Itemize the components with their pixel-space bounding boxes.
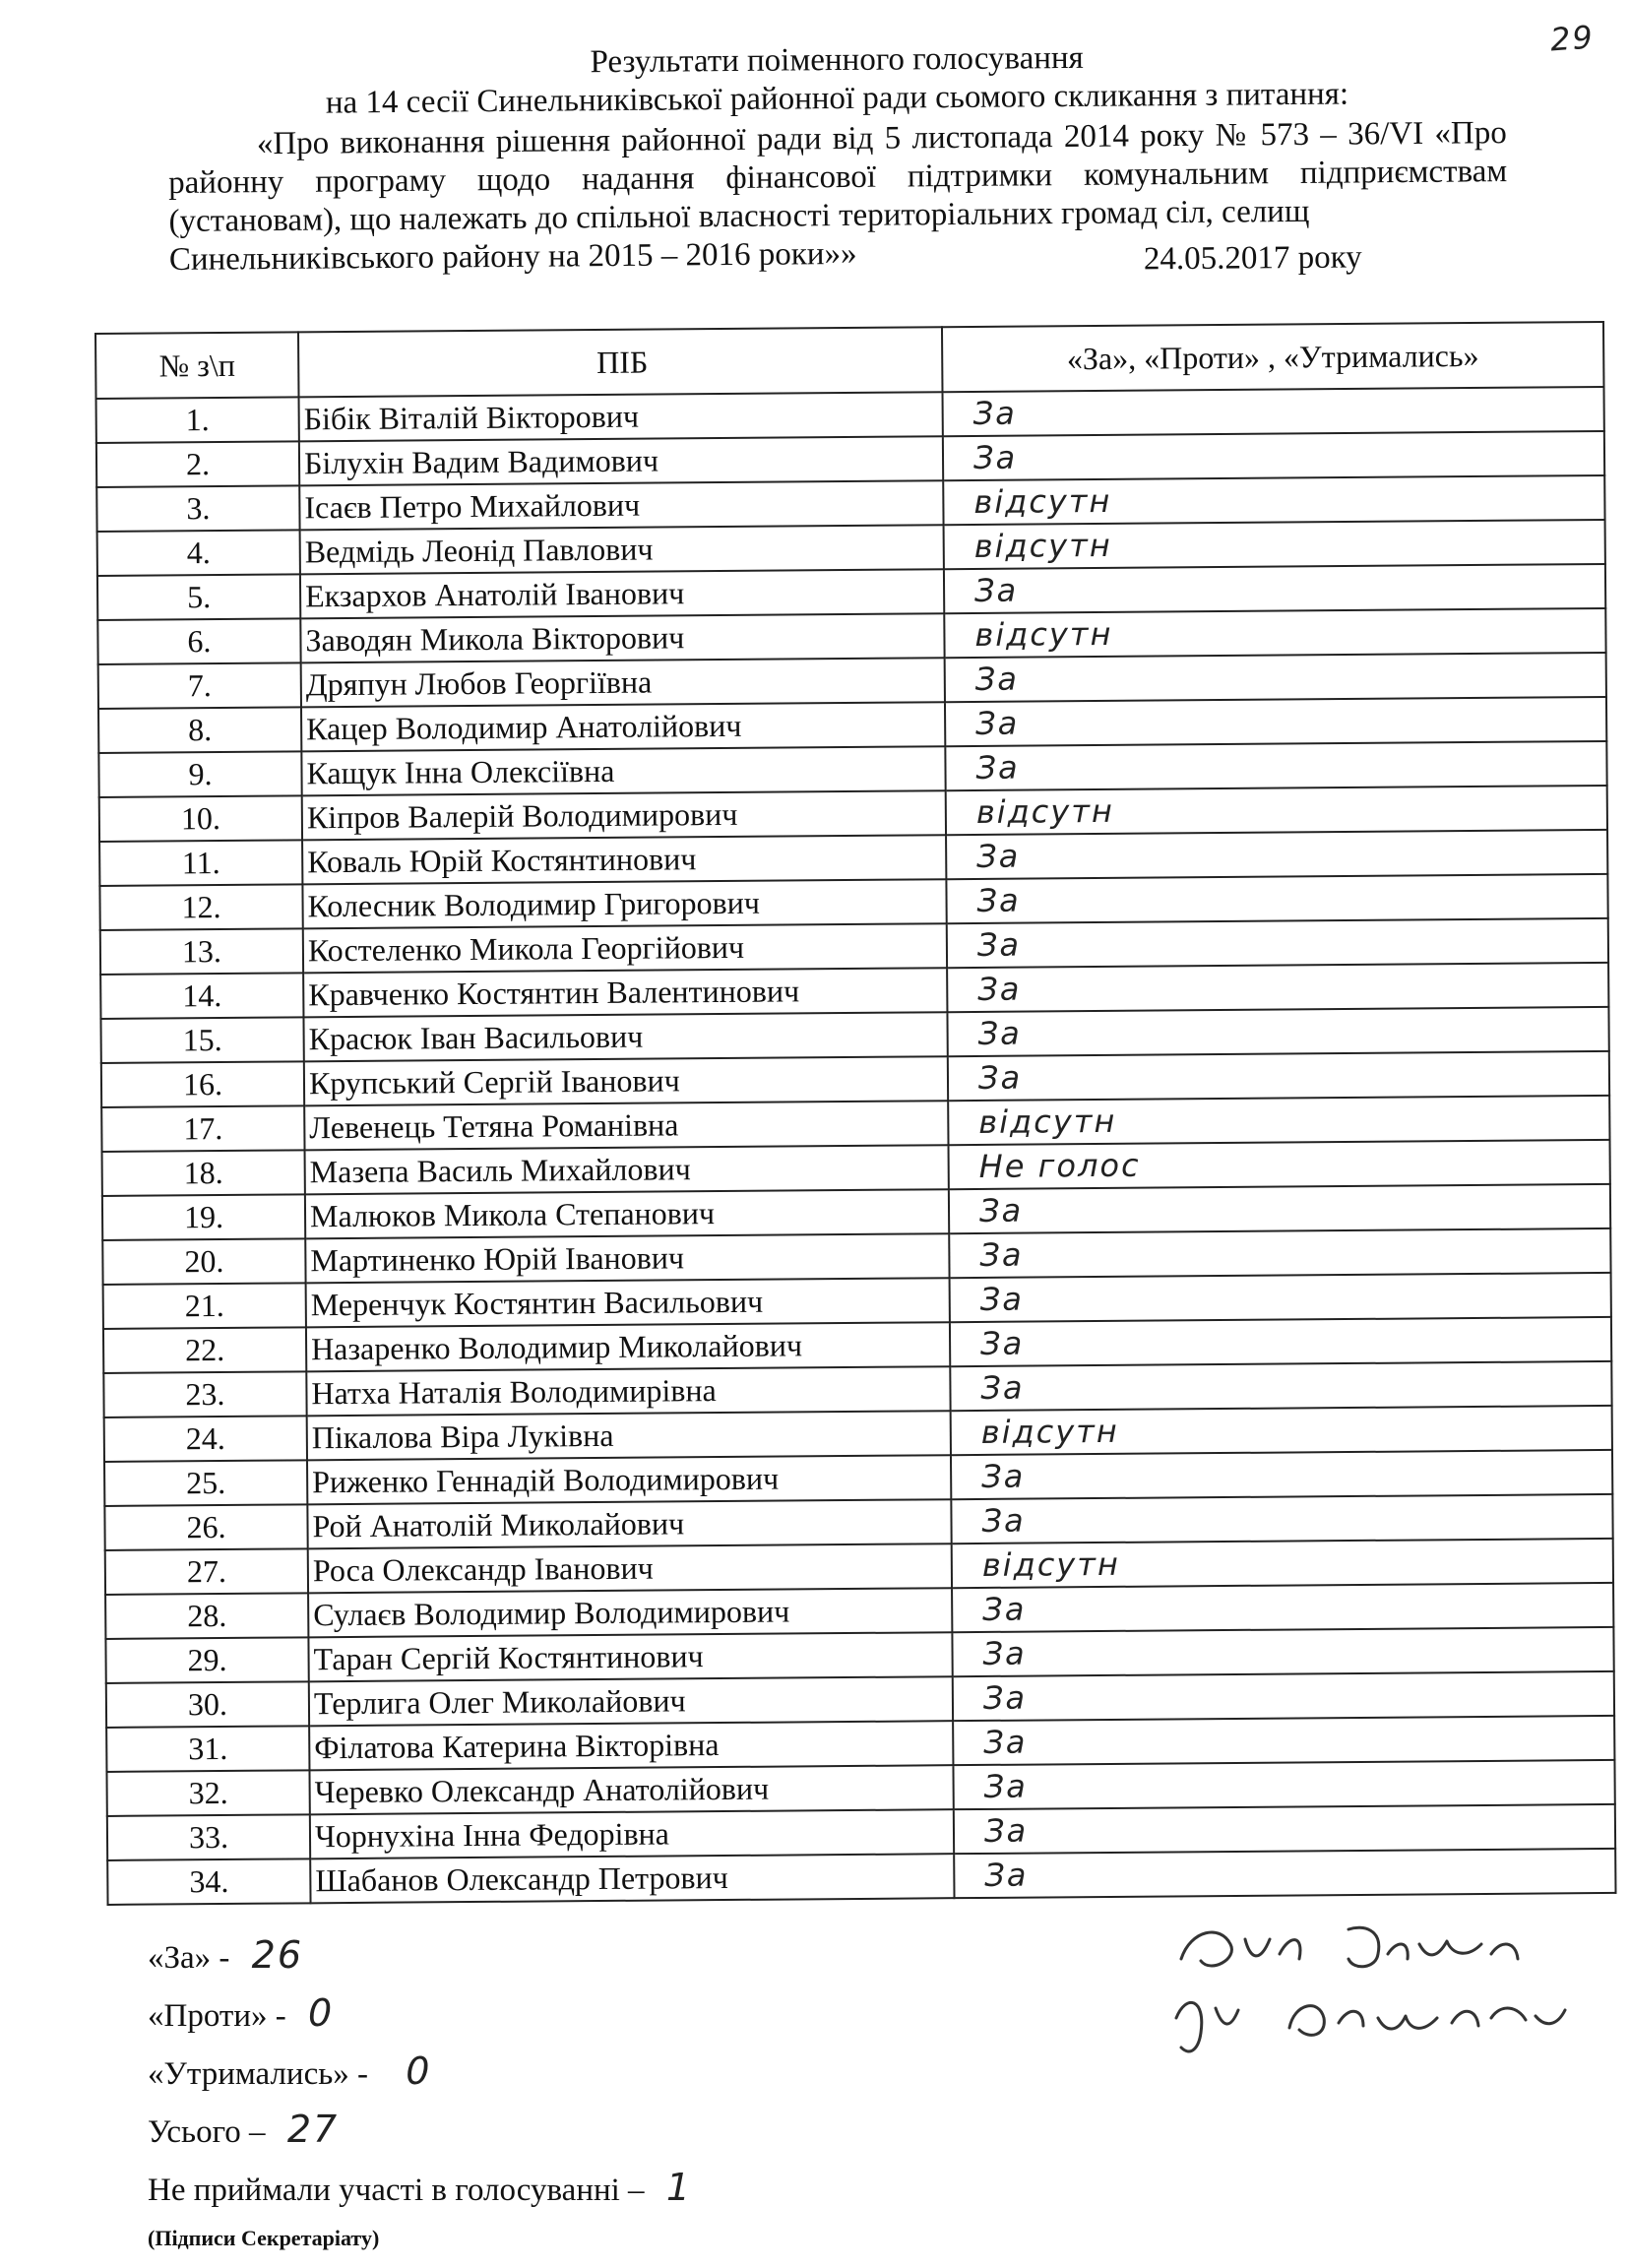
summary-total-label: Усього – xyxy=(148,2114,266,2150)
deputy-name: Натха Наталія Володимирівна xyxy=(306,1366,950,1416)
handwritten-vote: За xyxy=(982,1634,1027,1672)
vote-cell xyxy=(944,564,1605,613)
handwritten-signatures xyxy=(1152,1900,1585,2067)
deputy-name: Терлига Олег Миколайович xyxy=(309,1676,953,1726)
handwritten-vote: За xyxy=(977,970,1022,1008)
handwritten-vote: відсутн xyxy=(975,791,1114,831)
vote-cell xyxy=(947,963,1608,1012)
row-number: 32. xyxy=(106,1770,309,1816)
handwritten-vote: відсутн xyxy=(981,1544,1120,1584)
vote-cell xyxy=(950,1273,1611,1322)
row-number: 19. xyxy=(102,1194,305,1240)
deputy-name: Сулаєв Володимир Володимирович xyxy=(308,1588,952,1637)
handwritten-vote: За xyxy=(977,1014,1022,1052)
vote-cell xyxy=(945,741,1606,790)
vote-date: 24.05.2017 року xyxy=(1143,239,1362,278)
vote-cell xyxy=(946,786,1607,835)
deputy-name: Черевко Олександр Анатолійович xyxy=(309,1765,953,1814)
handwritten-vote: відсутн xyxy=(973,481,1112,521)
deputy-name: Чорнухіна Інна Федорівна xyxy=(310,1809,954,1858)
deputy-name: Таран Сергій Костянтинович xyxy=(308,1632,952,1681)
row-number: 33. xyxy=(107,1814,310,1860)
row-number: 23. xyxy=(103,1371,306,1418)
handwritten-vote: За xyxy=(979,1280,1025,1318)
vote-cell xyxy=(946,830,1607,879)
summary-not-voted-label: Не приймали участі в голосуванні – xyxy=(148,2173,645,2208)
handwritten-vote: За xyxy=(980,1368,1025,1407)
vote-cell xyxy=(946,874,1607,923)
vote-summary xyxy=(148,1927,692,2253)
vote-cell xyxy=(954,1804,1615,1854)
summary-abstain-value: 0 xyxy=(406,2049,432,2093)
row-number: 20. xyxy=(102,1238,305,1285)
deputy-name: Ведмідь Леонід Павлович xyxy=(300,525,944,574)
vote-cell xyxy=(953,1671,1614,1721)
document-header xyxy=(167,35,1508,283)
deputy-name: Костеленко Микола Георгійович xyxy=(303,923,947,973)
page-number: 29 xyxy=(1548,18,1596,59)
deputy-name: Коваль Юрій Костянтинович xyxy=(302,835,946,884)
row-number: 10. xyxy=(99,795,302,842)
vote-rows xyxy=(96,387,1616,1905)
document-title: Результати поіменного голосування xyxy=(590,39,1084,81)
row-number: 34. xyxy=(107,1858,310,1905)
deputy-name: Колесник Володимир Григорович xyxy=(302,879,946,928)
row-number: 12. xyxy=(99,884,302,930)
vote-cell xyxy=(945,697,1606,746)
vote-cell xyxy=(945,653,1606,702)
handwritten-vote: За xyxy=(976,881,1021,919)
row-number: 9. xyxy=(98,751,301,797)
header-number: № з\п xyxy=(95,332,299,399)
deputy-name: Левенець Тетяна Романівна xyxy=(304,1101,948,1150)
row-number: 22. xyxy=(103,1327,306,1373)
handwritten-vote: За xyxy=(975,748,1020,787)
handwritten-vote: За xyxy=(983,1767,1028,1805)
secretariat-note: (Підписи Секретаріату) xyxy=(148,2226,380,2250)
handwritten-vote: відсутн xyxy=(974,614,1113,654)
vote-cell xyxy=(953,1760,1614,1809)
handwritten-vote: За xyxy=(974,660,1020,698)
summary-for-label: «За» - xyxy=(148,1940,230,1976)
row-number: 29. xyxy=(105,1637,308,1683)
vote-cell xyxy=(953,1716,1614,1765)
handwritten-vote: Не голос xyxy=(978,1146,1141,1185)
handwritten-vote: За xyxy=(982,1590,1027,1628)
deputy-name: Кіпров Валерій Володимирович xyxy=(302,790,946,840)
vote-cell xyxy=(943,431,1604,480)
deputy-name: Мартиненко Юрій Іванович xyxy=(305,1233,949,1283)
row-number: 30. xyxy=(106,1681,309,1728)
handwritten-vote: За xyxy=(976,837,1021,875)
header-vote: «За», «Проти» , «Утримались» xyxy=(942,322,1603,392)
deputy-name: Екзархов Анатолій Іванович xyxy=(300,569,944,618)
deputy-name: Заводян Микола Вікторович xyxy=(300,613,944,662)
vote-cell xyxy=(949,1184,1610,1233)
deputy-name: Бібік Віталій Вікторович xyxy=(299,392,943,441)
row-number: 5. xyxy=(97,574,300,620)
row-number: 7. xyxy=(98,662,301,709)
row-number: 16. xyxy=(101,1061,304,1107)
vote-cell xyxy=(944,608,1605,658)
row-number: 14. xyxy=(100,973,303,1019)
vote-cell xyxy=(948,1051,1609,1101)
row-number: 3. xyxy=(96,485,299,532)
vote-table xyxy=(94,321,1617,1906)
handwritten-vote: За xyxy=(974,704,1020,742)
handwritten-vote: За xyxy=(982,1678,1028,1717)
row-number: 31. xyxy=(106,1726,309,1772)
row-number: 1. xyxy=(96,397,299,443)
vote-cell xyxy=(950,1361,1611,1411)
row-number: 4. xyxy=(97,530,300,576)
vote-cell xyxy=(954,1849,1615,1898)
deputy-name: Мазепа Василь Михайлович xyxy=(305,1145,949,1194)
row-number: 15. xyxy=(100,1017,303,1063)
vote-cell xyxy=(949,1140,1610,1189)
summary-not-voted xyxy=(148,2160,692,2218)
handwritten-vote: За xyxy=(976,925,1022,964)
vote-cell xyxy=(949,1228,1610,1278)
handwritten-vote: За xyxy=(981,1501,1026,1540)
header-name: ПІБ xyxy=(298,327,942,397)
row-number: 13. xyxy=(100,928,303,975)
vote-cell xyxy=(942,387,1603,436)
handwritten-vote: За xyxy=(978,1191,1024,1229)
vote-cell xyxy=(947,1007,1608,1056)
table-header-row xyxy=(95,322,1603,399)
summary-for-value: 26 xyxy=(251,1933,304,1977)
session-line: на 14 сесії Синельниківської районної ради сьомого скликання з питання: xyxy=(325,76,1349,121)
handwritten-vote: За xyxy=(972,394,1017,432)
row-number: 11. xyxy=(99,840,302,886)
deputy-name: Дряпун Любов Георгіївна xyxy=(301,658,945,707)
handwritten-vote: За xyxy=(983,1723,1028,1761)
row-number: 28. xyxy=(105,1593,308,1639)
handwritten-vote: За xyxy=(973,571,1019,609)
handwritten-vote: За xyxy=(972,438,1018,476)
row-number: 27. xyxy=(105,1548,308,1595)
handwritten-vote: відсутн xyxy=(978,1102,1117,1141)
vote-cell xyxy=(951,1450,1612,1499)
summary-not-voted-value: 1 xyxy=(665,2166,692,2209)
handwritten-vote: За xyxy=(979,1235,1024,1274)
vote-cell xyxy=(951,1494,1612,1544)
resolution-subject-tail: Синельниківського району на 2015 – 2016 роки»» xyxy=(168,235,857,278)
summary-against xyxy=(148,1985,692,2044)
vote-cell xyxy=(947,918,1608,968)
summary-total xyxy=(148,2102,692,2160)
row-number: 18. xyxy=(102,1150,305,1196)
deputy-name: Крупський Сергій Іванович xyxy=(304,1056,948,1105)
deputy-name: Рой Анатолій Миколайович xyxy=(307,1499,951,1548)
deputy-name: Ісаєв Петро Михайлович xyxy=(299,480,943,530)
handwritten-vote: За xyxy=(979,1324,1025,1362)
deputy-name: Красюк Іван Васильович xyxy=(303,1012,947,1061)
deputy-name: Роса Олександр Іванович xyxy=(308,1544,952,1593)
deputy-name: Білухін Вадим Вадимович xyxy=(299,436,943,485)
vote-cell xyxy=(943,475,1604,525)
deputy-name: Кащук Інна Олексіївна xyxy=(301,746,945,795)
vote-cell xyxy=(952,1627,1613,1676)
deputy-name: Малюков Микола Степанович xyxy=(305,1189,949,1238)
vote-cell xyxy=(944,520,1605,569)
handwritten-vote: За xyxy=(983,1811,1029,1850)
vote-cell xyxy=(952,1539,1613,1588)
deputy-name: Меренчук Костянтин Васильович xyxy=(306,1278,950,1327)
row-number: 6. xyxy=(97,618,300,664)
row-number: 8. xyxy=(98,707,301,753)
deputy-name: Риженко Геннадій Володимирович xyxy=(307,1455,951,1504)
row-number: 17. xyxy=(101,1105,304,1152)
summary-total-value: 27 xyxy=(286,2108,340,2151)
resolution-subject: «Про виконання рішення районної ради від 5 листопада 2014 року № 573 – 36/VI «Про районну програму щодо надання фінансової підтримки комунальним підприємствам (установам), що належать до спільної власності територіальних громад сіл, селищ xyxy=(168,115,1508,239)
handwritten-vote: За xyxy=(984,1856,1029,1894)
vote-cell xyxy=(948,1096,1609,1145)
handwritten-vote: відсутн xyxy=(973,526,1112,565)
deputy-name: Назаренко Володимир Миколайович xyxy=(306,1322,950,1371)
secretariat-signatures xyxy=(1152,1900,1585,2067)
row-number: 26. xyxy=(104,1504,307,1550)
summary-abstain xyxy=(148,2044,692,2102)
deputy-name: Шабанов Олександр Петрович xyxy=(310,1854,954,1903)
vote-cell xyxy=(951,1406,1612,1455)
deputy-name: Пікалова Віра Луківна xyxy=(307,1411,951,1460)
handwritten-vote: відсутн xyxy=(980,1412,1119,1451)
handwritten-vote: За xyxy=(981,1457,1026,1495)
deputy-name: Кравченко Костянтин Валентинович xyxy=(303,968,947,1017)
summary-abstain-label: «Утримались» - xyxy=(148,2056,369,2092)
handwritten-vote: За xyxy=(977,1058,1023,1097)
vote-cell xyxy=(952,1583,1613,1632)
vote-cell xyxy=(950,1317,1611,1366)
summary-against-value: 0 xyxy=(307,1991,335,2035)
row-number: 2. xyxy=(96,441,299,487)
deputy-name: Кацер Володимир Анатолійович xyxy=(301,702,945,751)
summary-against-label: «Проти» - xyxy=(148,1998,286,2034)
summary-for xyxy=(148,1927,692,1985)
row-number: 24. xyxy=(104,1416,307,1462)
deputy-name: Філатова Катерина Вікторівна xyxy=(309,1721,953,1770)
row-number: 25. xyxy=(104,1460,307,1506)
row-number: 21. xyxy=(103,1283,306,1329)
